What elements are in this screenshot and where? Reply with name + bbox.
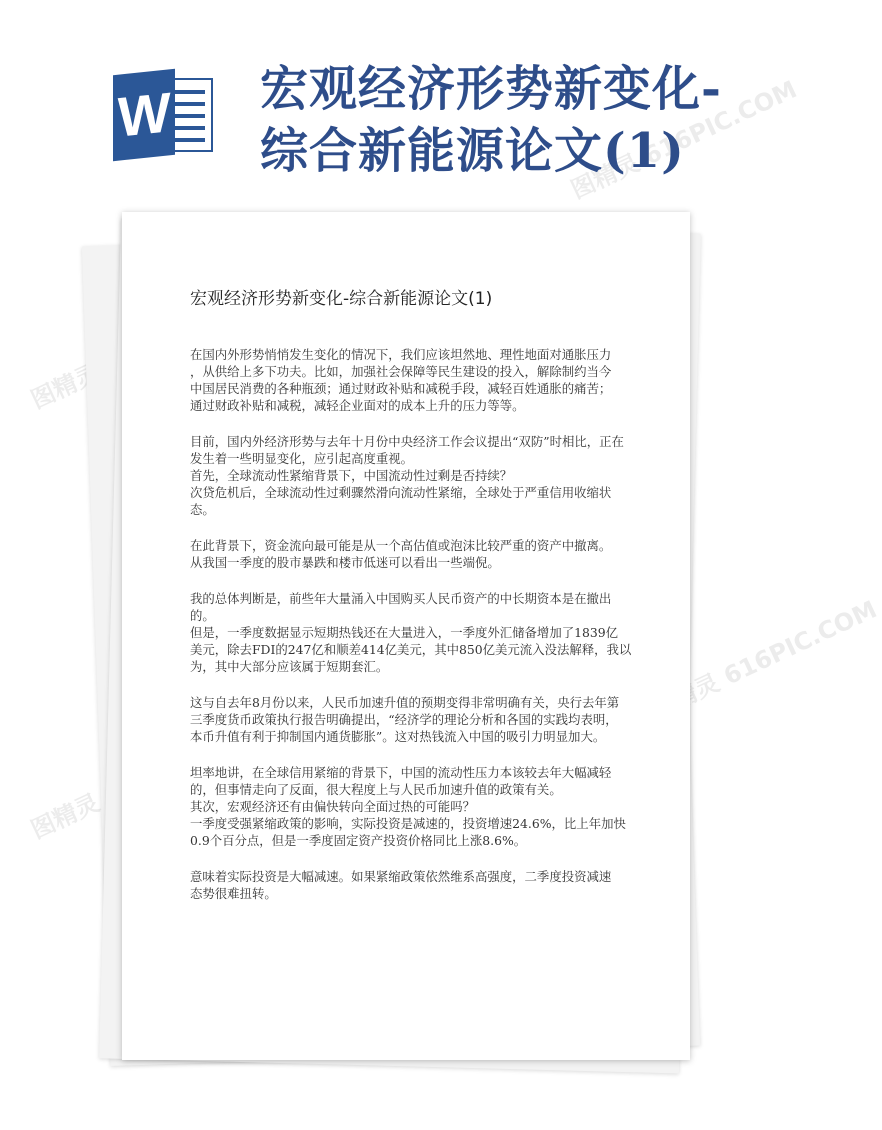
text-line: 但是，一季度数据显示短期热钱还在大量进入，一季度外汇储备增加了1839亿 — [190, 625, 619, 640]
header-title-line: 宏观经济形势新变化- — [260, 61, 722, 117]
text-line: 在国内外形势悄悄发生变化的情况下，我们应该坦然地、理性地面对通胀压力 — [190, 347, 612, 362]
document-title: 宏观经济形势新变化-综合新能源论文(1) — [190, 289, 493, 309]
watermark: 图精灵 616PIC.COM — [566, 75, 802, 205]
text-line: 的，但事情走向了反面，很大程度上与人民币加速升值的政策有关。 — [190, 782, 562, 797]
paragraph — [190, 433, 640, 518]
header-title — [260, 58, 780, 182]
text-line: 态。 — [190, 502, 215, 517]
document-page — [122, 212, 690, 1060]
word-w-icon: W — [113, 69, 175, 162]
text-line: 目前，国内外经济形势与去年十月份中央经济工作会议提出“双防”时相比，正在 — [190, 434, 624, 449]
text-line: 从我国一季度的股市暴跌和楼市低迷可以看出一些端倪。 — [190, 555, 500, 570]
text-line: 0.9个百分点，但是一季度固定资产投资价格同比上涨8.6%。 — [190, 833, 527, 848]
word-document-icon — [113, 72, 213, 158]
text-line: 美元，除去FDI的247亿和顺差414亿美元，其中850亿美元流入没法解释，我以 — [190, 642, 632, 657]
text-line: 一季度受强紧缩政策的影响，实际投资是减速的，投资增速24.6%，比上年加快 — [190, 816, 626, 831]
text-line: 态势很难扭转。 — [190, 886, 277, 901]
text-line: 本币升值有利于抑制国内通货膨胀”。这对热钱流入中国的吸引力明显加大。 — [190, 729, 606, 744]
text-line: 中国居民消费的各种瓶颈；通过财政补贴和减税手段，减轻百姓通胀的痛苦； — [190, 381, 612, 396]
text-line: 首先，全球流动性紧缩背景下，中国流动性过剩是否持续？ — [190, 468, 513, 483]
watermark: 图精灵 — [26, 788, 104, 845]
paragraph — [190, 346, 640, 414]
paragraph — [190, 868, 640, 902]
paragraph — [190, 590, 640, 675]
header-title-line: 综合新能源论文(1) — [260, 123, 685, 179]
document-body — [190, 346, 640, 921]
text-line: 的。 — [190, 608, 215, 623]
watermark: 图精灵 616PIC.COM — [646, 595, 882, 725]
text-line: 三季度货币政策执行报告明确提出，“经济学的理论分析和各国的实践均表明， — [190, 712, 618, 727]
paragraph — [190, 537, 640, 571]
text-line: 通过财政补贴和减税，减轻企业面对的成本上升的压力等等。 — [190, 398, 525, 413]
paragraph — [190, 764, 640, 849]
text-line: ，从供给上多下功夫。比如，加强社会保障等民生建设的投入，解除制约当今 — [190, 364, 612, 379]
watermark: 图精灵 — [26, 358, 104, 415]
text-line: 其次，宏观经济还有由偏快转向全面过热的可能吗？ — [190, 799, 475, 814]
text-line: 这与自去年8月份以来，人民币加速升值的预期变得非常明确有关，央行去年第 — [190, 695, 620, 710]
text-line: 意味着实际投资是大幅减速。如果紧缩政策依然维系高强度，二季度投资减速 — [190, 869, 612, 884]
text-line: 次贷危机后，全球流动性过剩骤然滑向流动性紧缩，全球处于严重信用收缩状 — [190, 485, 612, 500]
text-line: 我的总体判断是，前些年大量涌入中国购买人民币资产的中长期资本是在撤出 — [190, 591, 612, 606]
text-line: 坦率地讲，在全球信用紧缩的背景下，中国的流动性压力本该较去年大幅减轻 — [190, 765, 612, 780]
text-line: 为，其中大部分应该属于短期套汇。 — [190, 659, 389, 674]
text-line: 发生着一些明显变化，应引起高度重视。 — [190, 451, 414, 466]
paragraph — [190, 694, 640, 745]
text-line: 在此背景下，资金流向最可能是从一个高估值或泡沫比较严重的资产中撤离。 — [190, 538, 612, 553]
